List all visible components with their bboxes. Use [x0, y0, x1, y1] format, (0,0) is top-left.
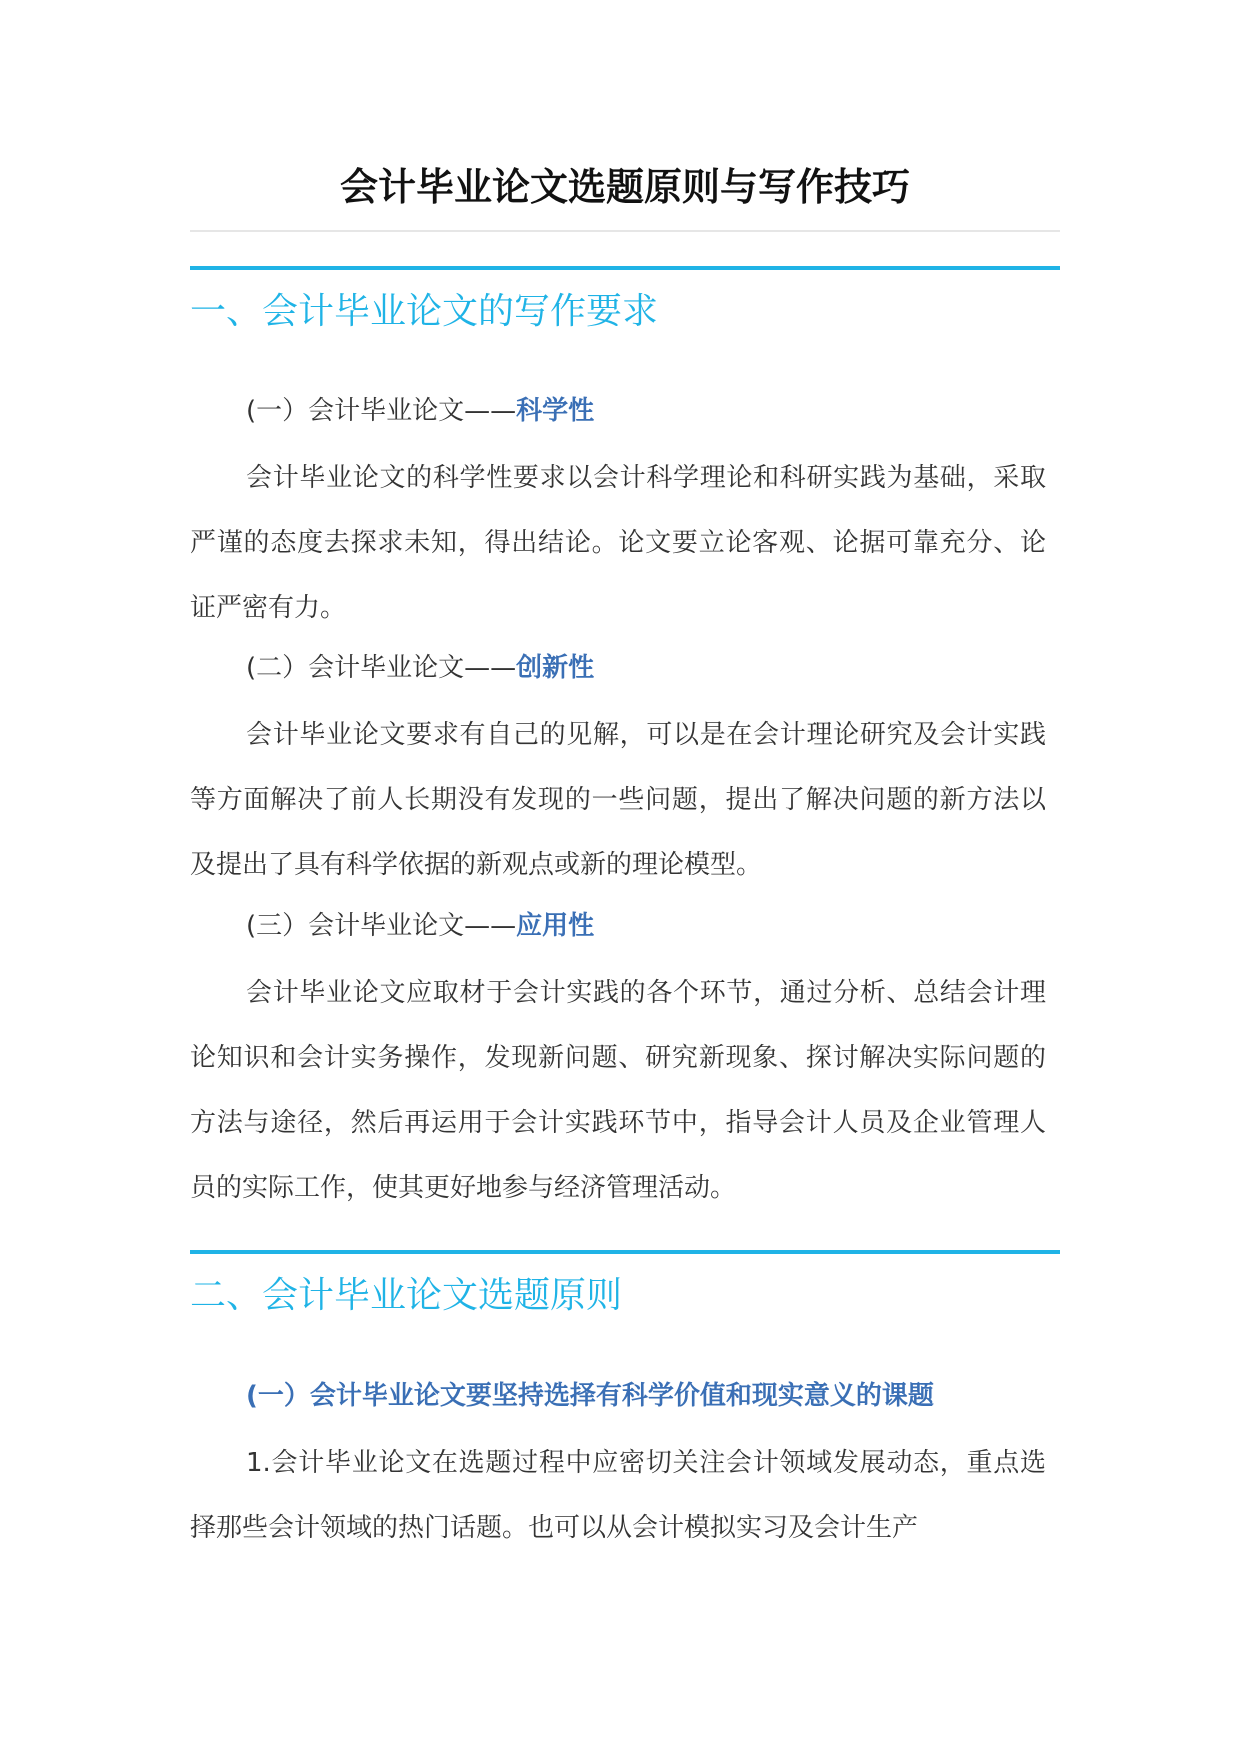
subsection-keyword: 科学性: [516, 396, 595, 426]
subsection-prefix: (三）会计毕业论文——: [246, 911, 517, 941]
subsection-keyword: 创新性: [516, 653, 595, 683]
subsection-prefix: (一）会计毕业论文——: [246, 396, 517, 426]
subsection-prefix: (二）会计毕业论文——: [246, 653, 517, 683]
subsection-heading: [246, 391, 594, 431]
section-divider: [190, 1250, 1060, 1254]
section-divider: [190, 266, 1060, 270]
title-divider: [190, 230, 1060, 232]
body-paragraph: 会计毕业论文应取材于会计实践的各个环节，通过分析、总结会计理论知识和会计实务操作，发现新问题、研究新现象、探讨解决实际问题的方法与途径，然后再运用于会计实践环节中，指导会计人员及企业管理人员的实际工作，使其更好地参与经济管理活动。: [190, 978, 1046, 1203]
section-heading: 一、会计毕业论文的写作要求: [190, 291, 659, 332]
section-heading: 二、会计毕业论文选题原则: [190, 1275, 623, 1316]
subsection-keyword: 应用性: [516, 911, 595, 941]
subsection-heading: [246, 906, 594, 946]
body-paragraph: 会计毕业论文的科学性要求以会计科学理论和科研实践为基础，采取严谨的态度去探求未知，得出结论。论文要立论客观、论据可靠充分、论证严密有力。: [190, 463, 1046, 623]
body-paragraph: 1.会计毕业论文在选题过程中应密切关注会计领域发展动态，重点选择那些会计领域的热门话题。也可以从会计模拟实习及会计生产: [190, 1448, 1046, 1543]
subsection-heading: (一）会计毕业论文要坚持选择有科学价值和现实意义的课题: [246, 1381, 934, 1411]
body-paragraph: 会计毕业论文要求有自己的见解，可以是在会计理论研究及会计实践等方面解决了前人长期没有发现的一些问题，提出了解决问题的新方法以及提出了具有科学依据的新观点或新的理论模型。: [190, 720, 1046, 880]
subsection-heading: [246, 648, 594, 688]
document-title: 会计毕业论文选题原则与写作技巧: [339, 165, 910, 209]
